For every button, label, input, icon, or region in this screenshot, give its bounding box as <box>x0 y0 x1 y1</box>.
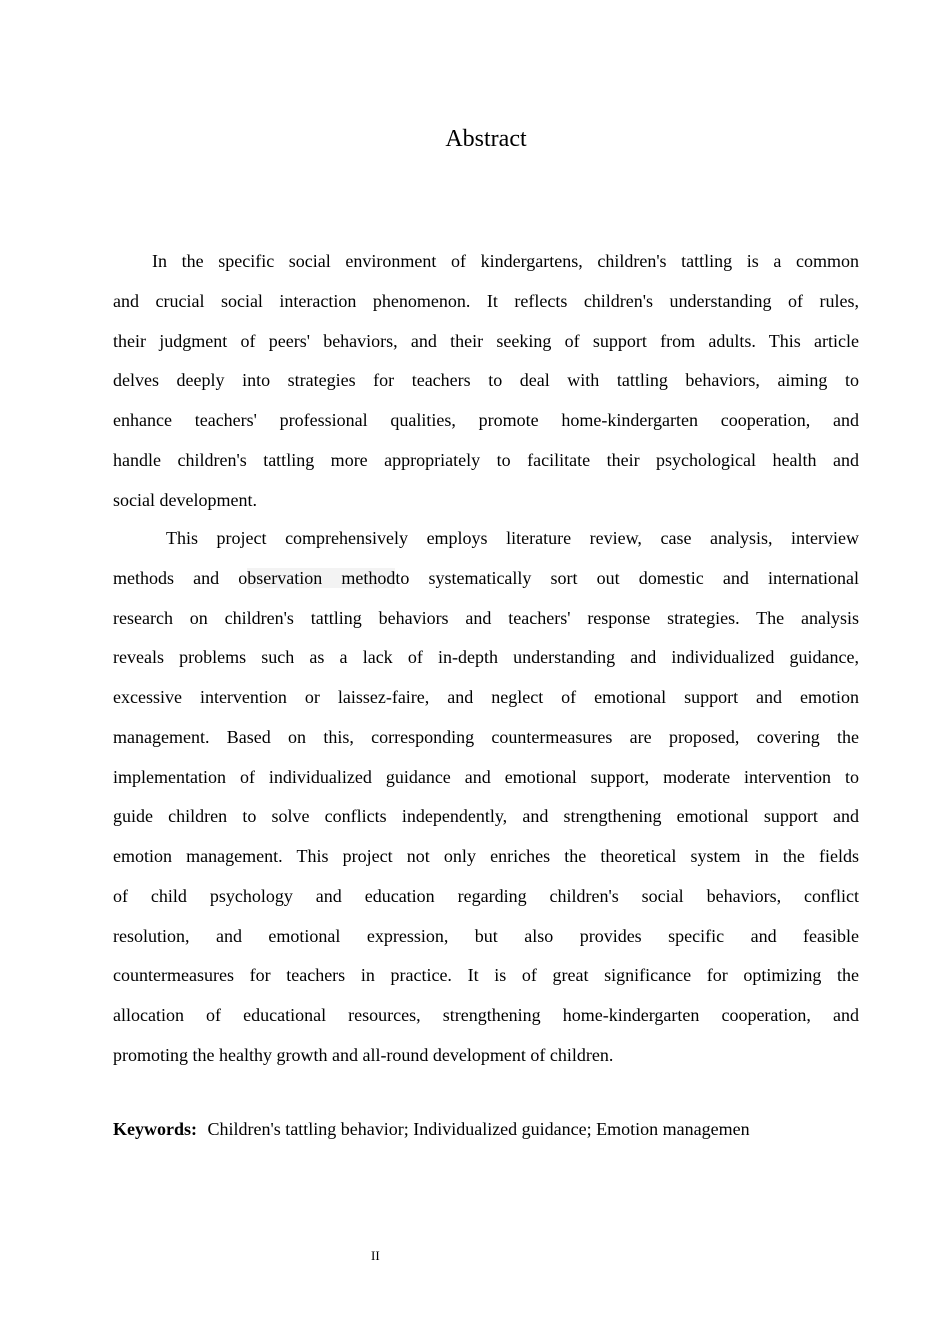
page-number: II <box>371 1248 380 1263</box>
text-segment: to systematically sort out domestic and international <box>395 567 859 588</box>
text-segment: methods and o <box>113 567 248 588</box>
text-line: This project comprehensively employs literature review, case analysis, interview <box>166 528 859 548</box>
text-line: reveals problems such as a lack of in-depth understanding and individualized guidance, <box>113 647 859 668</box>
text-line: emotion management. This project not only enriches the theoretical system in the fields <box>113 846 859 866</box>
abstract-paragraph-1 <box>113 242 859 520</box>
text-line: management. Based on this, corresponding countermeasures are proposed, covering the <box>113 726 859 747</box>
abstract-title: Abstract <box>445 126 527 152</box>
text-line <box>113 559 859 599</box>
text-line: their judgment of peers' behaviors, and their seeking of support from adults. This article <box>113 330 859 351</box>
text-line: of child psychology and education regarding children's social behaviors, conflict <box>113 885 859 906</box>
text-line: and crucial social interaction phenomenon. It reflects children's understanding of rules, <box>113 290 859 311</box>
text-line: excessive intervention or laissez-faire, and neglect of emotional support and emotion <box>113 687 859 707</box>
text-line: enhance teachers' professional qualities, promote home-kindergarten cooperation, and <box>113 410 859 430</box>
keywords-value: Children's tattling behavior; Individualized guidance; Emotion managemen <box>207 1119 750 1139</box>
text-line: research on children's tattling behaviors and teachers' response strategies. The analysis <box>113 607 859 628</box>
text-line: countermeasures for teachers in practice. It is of great significance for optimizing the <box>113 965 859 986</box>
text-line: implementation of individualized guidance and emotional support, moderate intervention to <box>113 766 859 787</box>
text-line: allocation of educational resources, strengthening home-kindergarten cooperation, and <box>113 1005 859 1025</box>
text-line: delves deeply into strategies for teachers to deal with tattling behaviors, aiming to <box>113 370 859 391</box>
text-line: resolution, and emotional expression, but also provides specific and feasible <box>113 925 859 946</box>
text-line: promoting the healthy growth and all-round development of children. <box>113 1044 614 1065</box>
text-line: handle children's tattling more appropriately to facilitate their psychological health and <box>113 449 859 470</box>
text-line: guide children to solve conflicts independently, and strengthening emotional support and <box>113 806 859 827</box>
keywords-label: Keywords: <box>113 1119 197 1139</box>
keywords <box>113 1119 750 1140</box>
abstract-paragraph-2 <box>113 519 859 1076</box>
text-line: social development. <box>113 489 257 510</box>
text-line: In the specific social environment of kindergartens, children's tattling is a common <box>152 251 859 271</box>
highlighted-text: bservation method <box>247 567 396 588</box>
